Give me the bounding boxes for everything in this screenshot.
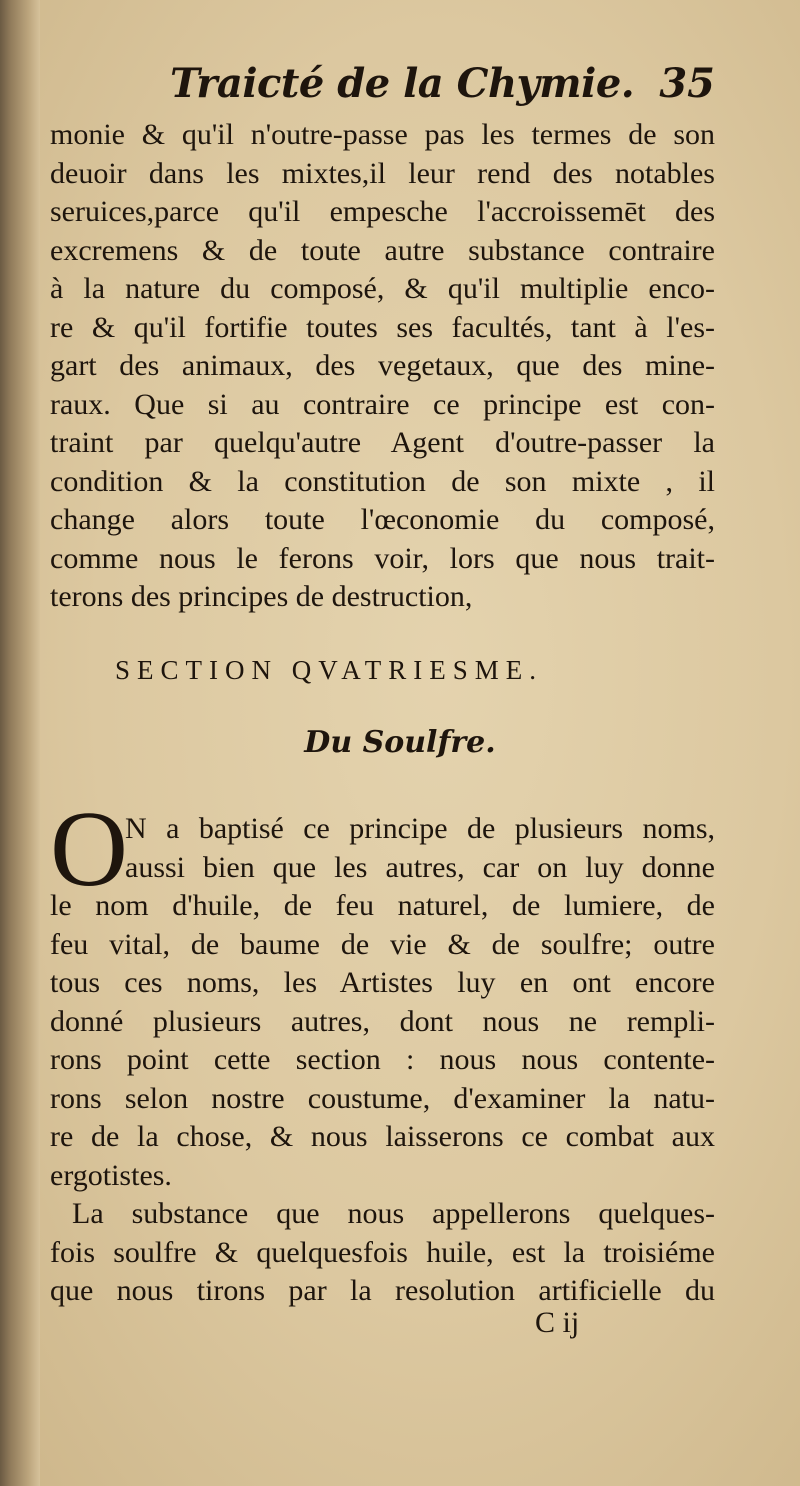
page-header xyxy=(170,60,715,116)
text-line: re de la chose, & nous laisserons ce combat aux xyxy=(50,1120,715,1153)
text-line: condition & la constitution de son mixte , il xyxy=(50,464,715,498)
text-line: excremens & de toute autre substance contraire xyxy=(50,233,715,267)
text-line: deuoir dans les mixtes,il leur rend des notables xyxy=(50,156,715,190)
text-line: gart des animaux, des vegetaux, que des mine- xyxy=(50,349,715,382)
text-line: fois soulfre & quelquesfois huile, est la troisiéme xyxy=(50,1235,715,1269)
page-number: 35 xyxy=(659,60,715,107)
text-line: seruices,parce qu'il empesche l'accroissemēt des xyxy=(50,195,715,228)
text-line: N a baptisé ce principe de plusieurs noms, xyxy=(125,812,715,845)
text-line: terons des principes de destruction, xyxy=(50,580,473,613)
drop-cap: O xyxy=(50,790,128,909)
text-line: re & qu'il fortifie toutes ses facultés, tant à l'es- xyxy=(50,310,715,344)
text-line: rons selon nostre coustume, d'examiner la natu- xyxy=(50,1081,715,1115)
text-line: que nous tirons par la resolution artificielle du xyxy=(50,1274,715,1307)
text-line: traint par quelqu'autre Agent d'outre-passer la xyxy=(50,426,715,459)
text-line: le nom d'huile, de feu naturel, de lumiere, de xyxy=(50,889,715,922)
text-line: donné plusieurs autres, dont nous ne rempli- xyxy=(50,1004,715,1038)
text-line: rons point cette section : nous nous contente- xyxy=(50,1043,715,1076)
text-line: tous ces noms, les Artistes luy en ont encore xyxy=(50,966,715,999)
text-line: La substance que nous appellerons quelques- xyxy=(72,1197,715,1230)
text-line: ergotistes. xyxy=(50,1158,172,1192)
text-line: aussi bien que les autres, car on luy donne xyxy=(125,850,715,884)
signature-mark: C ij xyxy=(535,1306,580,1339)
paragraph-1 xyxy=(50,116,715,617)
text-line: à la nature du composé, & qu'il multiplie enco- xyxy=(50,272,715,305)
text-line: feu vital, de baume de vie & de soulfre; outre xyxy=(50,927,715,961)
section-heading: SECTION QVATRIESME. xyxy=(115,655,544,685)
section-subheading: Du Soulfre. xyxy=(304,725,496,760)
text-line: raux. Que si au contraire ce principe est con- xyxy=(50,387,715,421)
text-line: monie & qu'il n'outre-passe pas les termes de son xyxy=(50,118,715,151)
text-line: comme nous le ferons voir, lors que nous trait- xyxy=(50,541,715,575)
paragraph-2 xyxy=(50,810,715,1311)
running-title: Traicté de la Chymie. xyxy=(170,60,635,107)
text-line: change alors toute l'œconomie du composé, xyxy=(50,503,715,536)
